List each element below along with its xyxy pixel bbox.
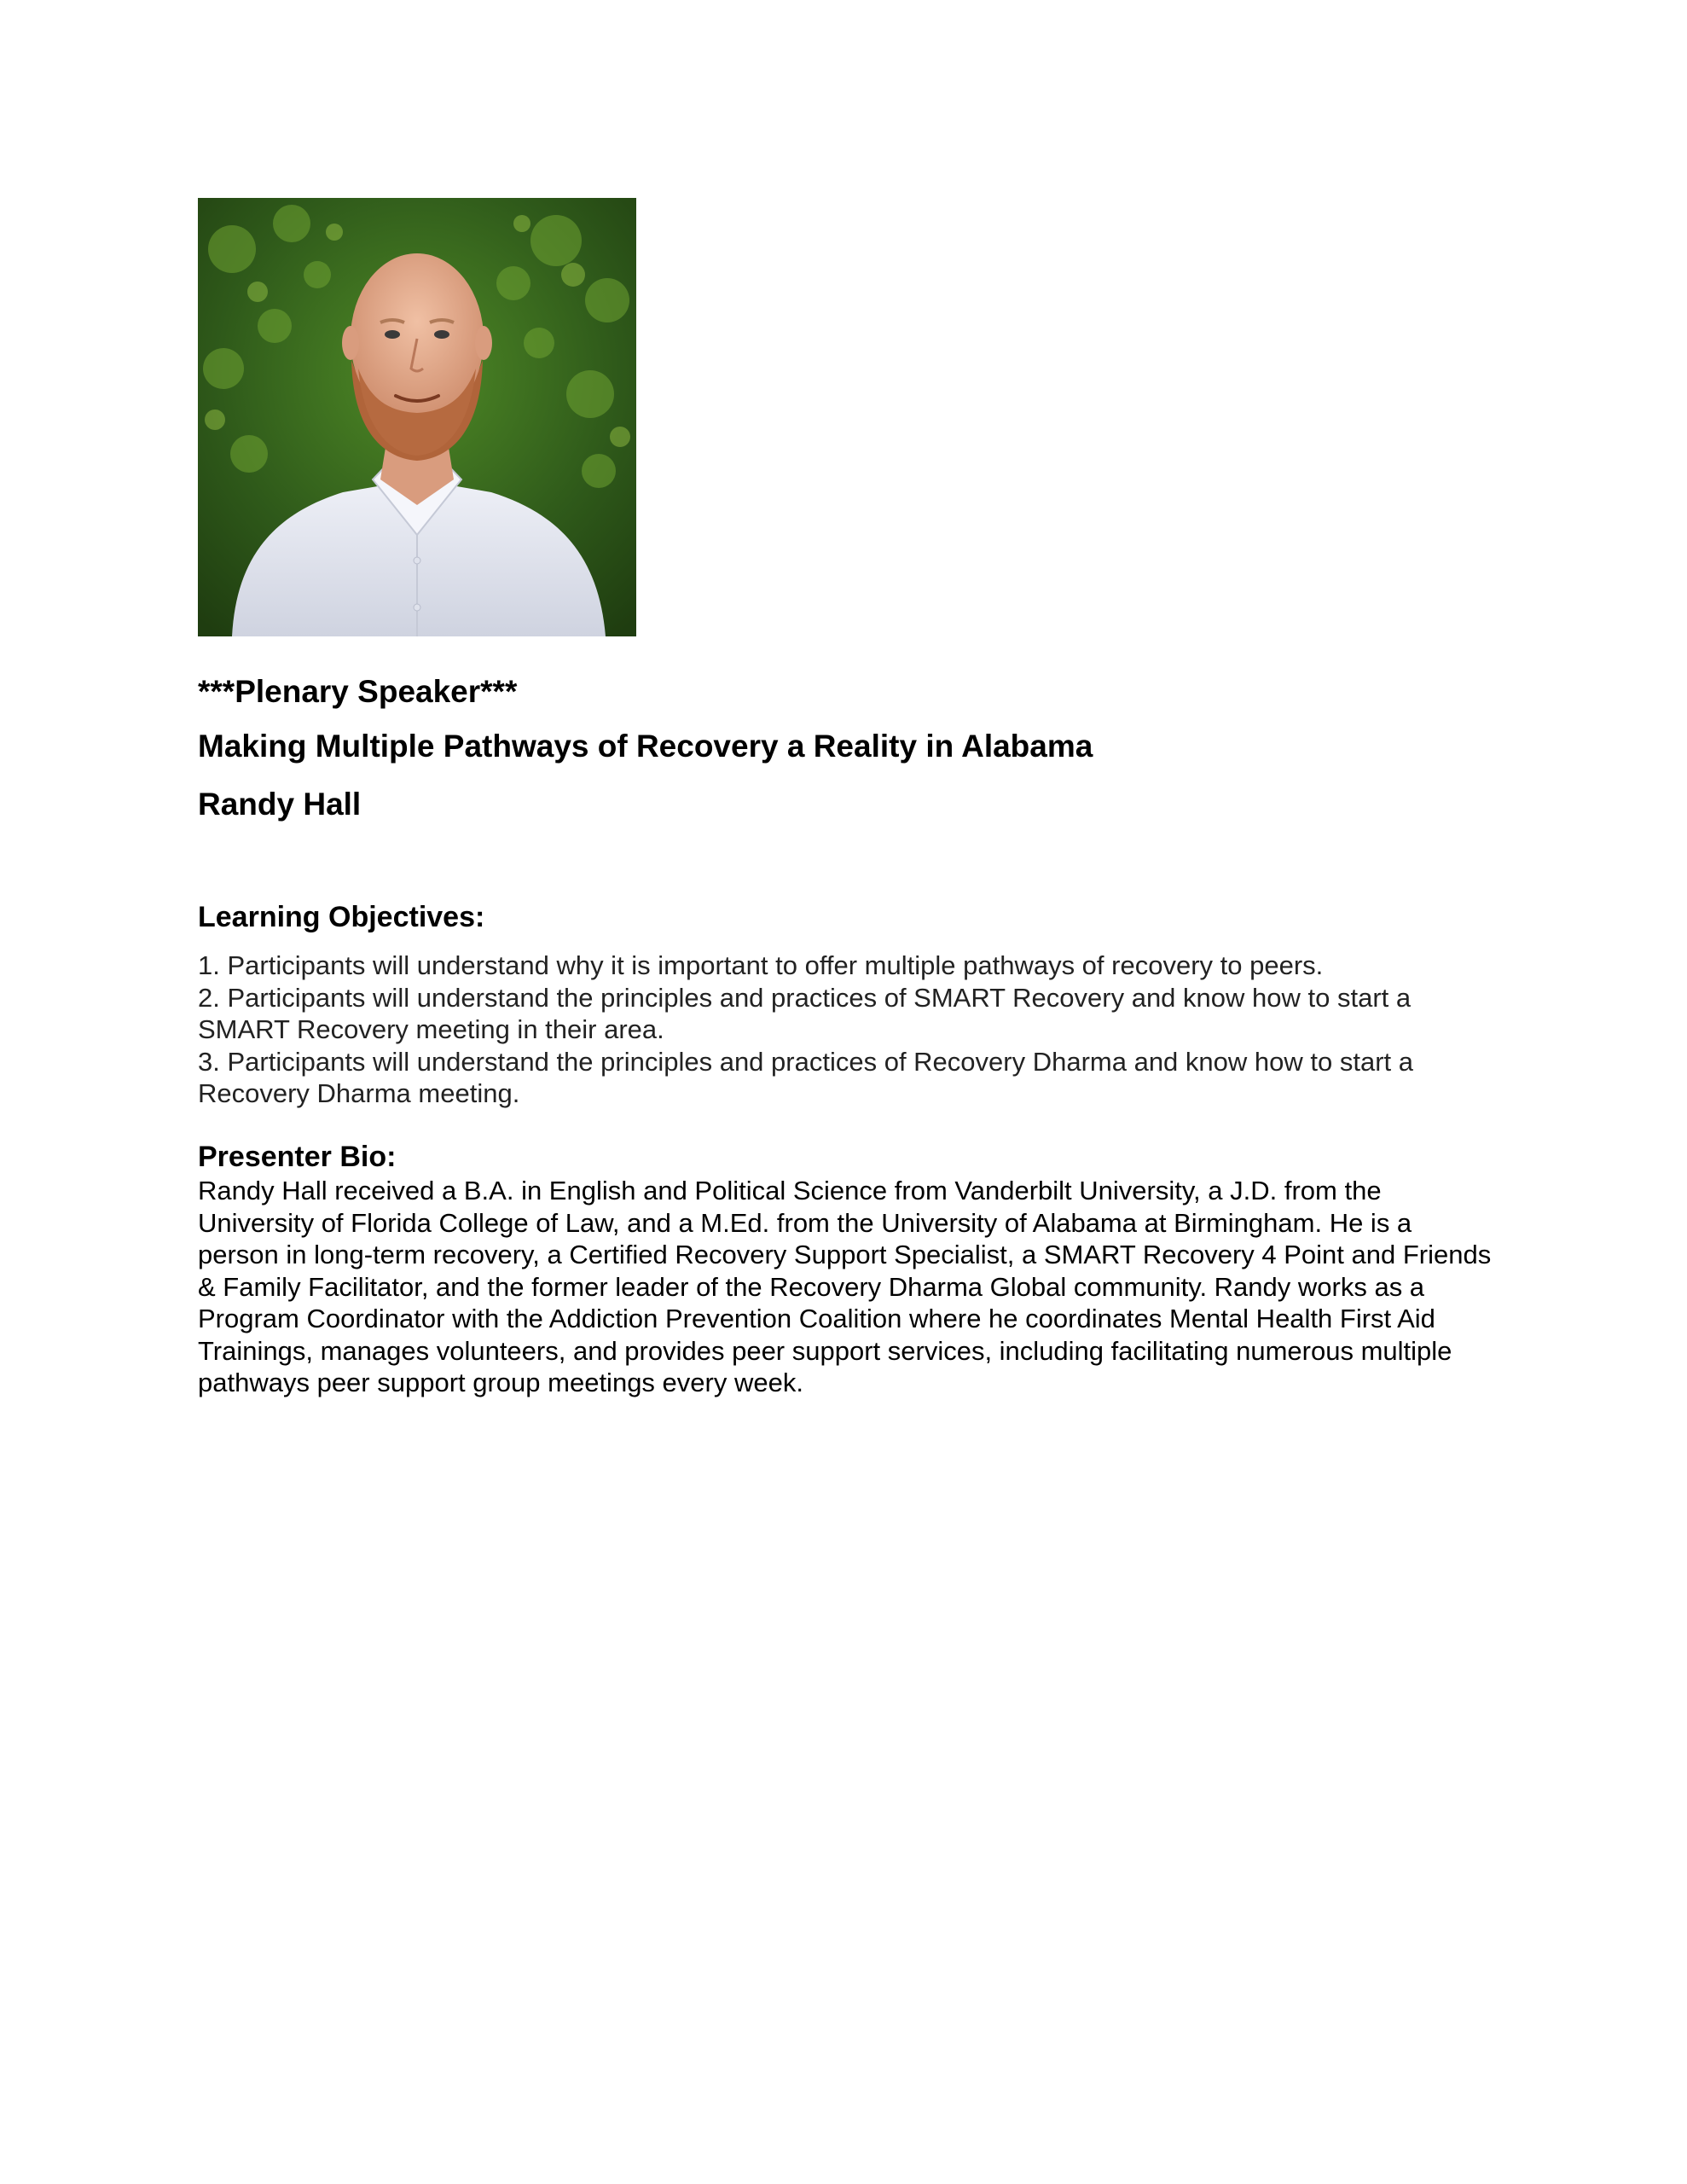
- presenter-bio-text: Randy Hall received a B.A. in English and Political Science from Vanderbilt University, a J.D. from the University of Florida College of Law, and a M.Ed. from the University of Alabama at Birmingham. He is a person in long-term recovery, a Certified Recovery Support Specialist, a SMART Recovery 4 Point and Friends & Family Facilitator, and the former leader of the Recovery Dharma Global community. Randy works as a Program Coordinator with the Addiction Prevention Coalition where he coordinates Mental Health First Aid Trainings, manages volunteers, and provides peer support services, including facilitating numerous multiple pathways peer support group meetings every week.: [198, 1176, 1492, 1397]
- learning-objectives-heading: Learning Objectives:: [198, 901, 485, 933]
- presenter-bio-heading: Presenter Bio:: [198, 1141, 397, 1173]
- objective-item: 2. Participants will understand the principles and practices of SMART Recovery and know how to start a SMART Recovery meeting in their area.: [198, 982, 1412, 1044]
- session-title: Making Multiple Pathways of Recovery a Reality in Alabama: [198, 729, 1093, 764]
- speaker-name: Randy Hall: [198, 787, 362, 822]
- presenter-photo: [198, 198, 636, 636]
- presenter-portrait-image: [198, 198, 636, 636]
- plenary-label: ***Plenary Speaker***: [198, 674, 518, 709]
- objective-item: 3. Participants will understand the principles and practices of Recovery Dharma and know how to start a Recovery Dharma meeting.: [198, 1046, 1413, 1108]
- learning-objectives-list: [198, 950, 1494, 1110]
- objective-item: 1. Participants will understand why it is important to offer multiple pathways of recovery to peers.: [198, 950, 1324, 980]
